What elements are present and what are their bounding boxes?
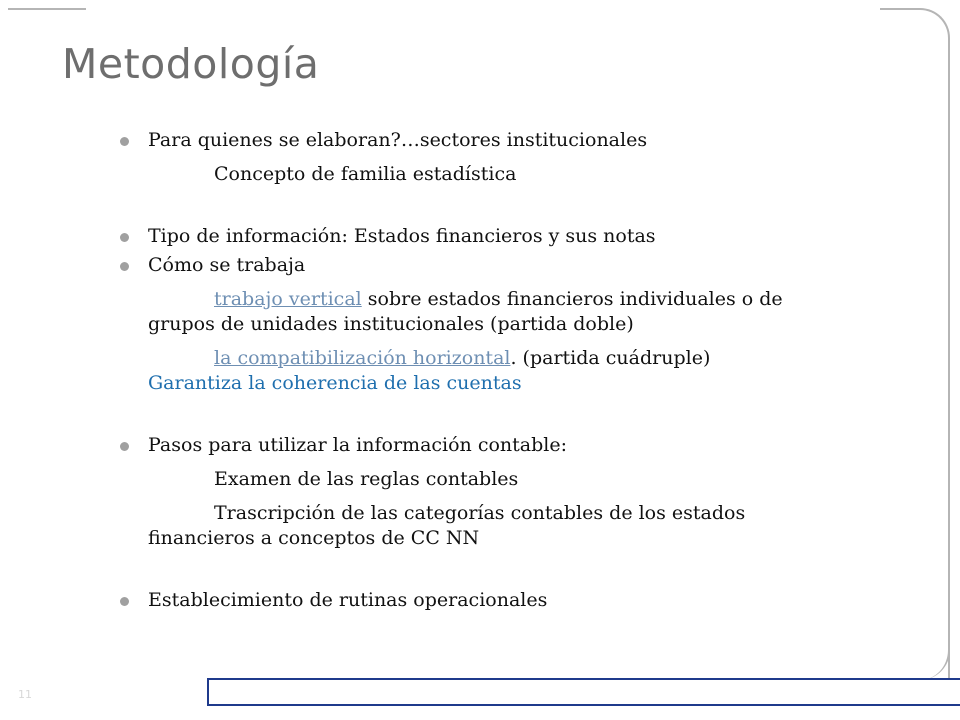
compatibilizacion-horizontal-link[interactable]: la compatibilización horizontal bbox=[214, 347, 511, 369]
sub-item-compatibilizacion bbox=[148, 346, 848, 371]
frame-line-top-left bbox=[8, 8, 86, 10]
bullet-item-rutinas: Establecimiento de rutinas operacionales bbox=[148, 588, 848, 613]
bullet-item-como-se-trabaja: Cómo se trabaja bbox=[148, 253, 848, 278]
frame-line-right bbox=[948, 100, 950, 678]
bullet-item-pasos: Pasos para utilizar la información contable: bbox=[148, 433, 848, 458]
sub-item-trabajo-vertical bbox=[148, 287, 848, 337]
sub-item-examen-reglas: Examen de las reglas contables bbox=[214, 468, 519, 490]
coherencia-text: Garantiza la coherencia de las cuentas bbox=[148, 372, 522, 394]
bullet-item-para-quienes: Para quienes se elaboran?…sectores institucionales bbox=[148, 128, 848, 153]
trabajo-vertical-link[interactable]: trabajo vertical bbox=[214, 288, 362, 310]
frame-corner-bottom-right bbox=[918, 640, 950, 680]
slide-title: Metodología bbox=[62, 40, 320, 88]
bullet-item-tipo-informacion: Tipo de información: Estados financieros y sus notas bbox=[148, 224, 848, 249]
footer-box bbox=[207, 678, 960, 706]
page-number: 11 bbox=[18, 688, 32, 701]
sub-item-trascripcion: Trascripción de las categorías contables de los estados financieros a conceptos de CC NN bbox=[148, 502, 746, 549]
sub-item-concepto-familia: Concepto de familia estadística bbox=[214, 163, 517, 185]
trabajo-vertical-text: sobre estados financieros individuales o de grupos de unidades institucionales (partida doble) bbox=[148, 288, 783, 335]
compatibilizacion-text: . (partida cuádruple) bbox=[510, 347, 711, 369]
slide-content bbox=[148, 128, 848, 613]
frame-corner-top-right bbox=[880, 8, 950, 108]
